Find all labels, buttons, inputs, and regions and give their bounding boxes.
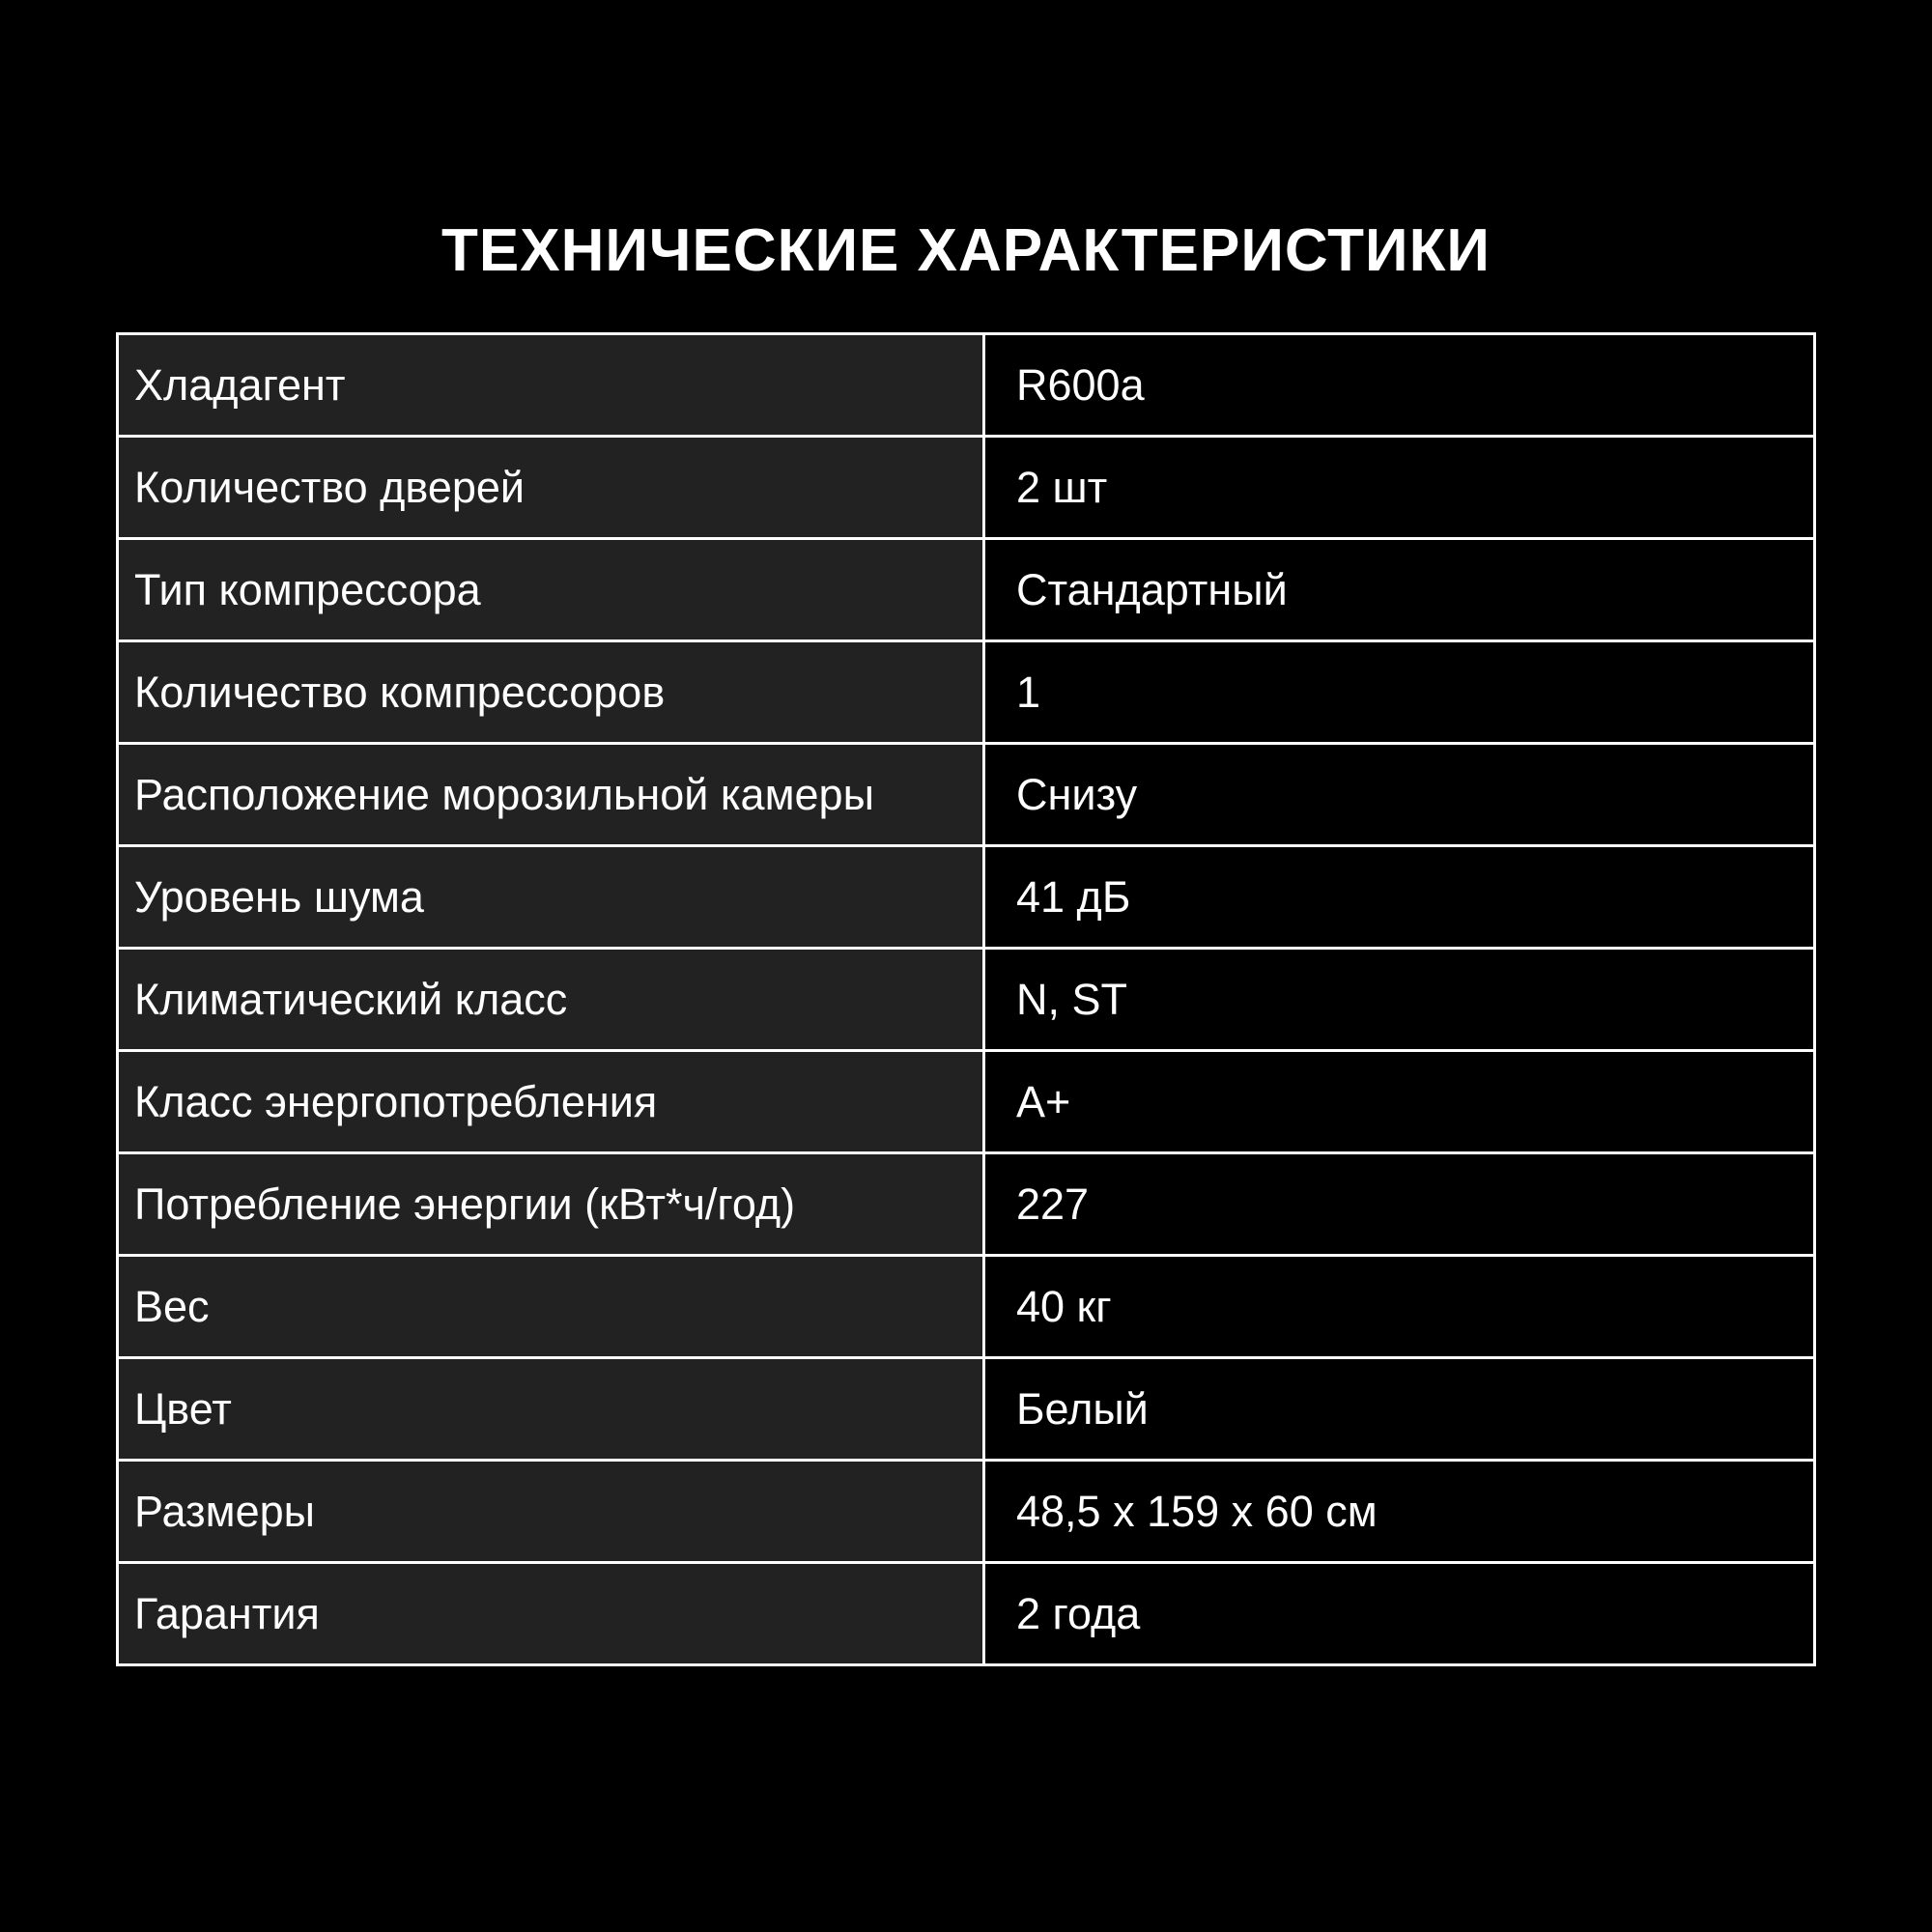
spec-value: Белый (984, 1358, 1815, 1461)
spec-row (118, 334, 1815, 437)
spec-row (118, 846, 1815, 949)
spec-label: Класс энергопотребления (118, 1051, 984, 1153)
spec-label: Вес (118, 1256, 984, 1358)
spec-label: Размеры (118, 1461, 984, 1563)
spec-value: A+ (984, 1051, 1815, 1153)
spec-row (118, 949, 1815, 1051)
spec-label: Тип компрессора (118, 539, 984, 641)
page-title: ТЕХНИЧЕСКИЕ ХАРАКТЕРИСТИКИ (441, 217, 1491, 284)
spec-value: N, ST (984, 949, 1815, 1051)
spec-label: Количество дверей (118, 437, 984, 539)
spec-row (118, 1563, 1815, 1665)
spec-value: Снизу (984, 744, 1815, 846)
spec-value: R600a (984, 334, 1815, 437)
spec-label: Климатический класс (118, 949, 984, 1051)
spec-label: Потребление энергии (кВт*ч/год) (118, 1153, 984, 1256)
spec-label: Цвет (118, 1358, 984, 1461)
specifications-table (116, 332, 1816, 1666)
spec-row (118, 437, 1815, 539)
spec-value: 41 дБ (984, 846, 1815, 949)
spec-row (118, 1461, 1815, 1563)
spec-value: 227 (984, 1153, 1815, 1256)
spec-label: Хладагент (118, 334, 984, 437)
spec-value: 2 года (984, 1563, 1815, 1665)
spec-value: 48,5 x 159 x 60 см (984, 1461, 1815, 1563)
spec-label: Уровень шума (118, 846, 984, 949)
spec-row (118, 1256, 1815, 1358)
spec-value: 40 кг (984, 1256, 1815, 1358)
spec-value: 1 (984, 641, 1815, 744)
spec-value: 2 шт (984, 437, 1815, 539)
spec-row (118, 1153, 1815, 1256)
spec-label: Количество компрессоров (118, 641, 984, 744)
spec-row (118, 539, 1815, 641)
spec-row (118, 641, 1815, 744)
spec-label: Гарантия (118, 1563, 984, 1665)
spec-row (118, 1051, 1815, 1153)
spec-row (118, 744, 1815, 846)
spec-row (118, 1358, 1815, 1461)
spec-label: Расположение морозильной камеры (118, 744, 984, 846)
spec-value: Стандартный (984, 539, 1815, 641)
